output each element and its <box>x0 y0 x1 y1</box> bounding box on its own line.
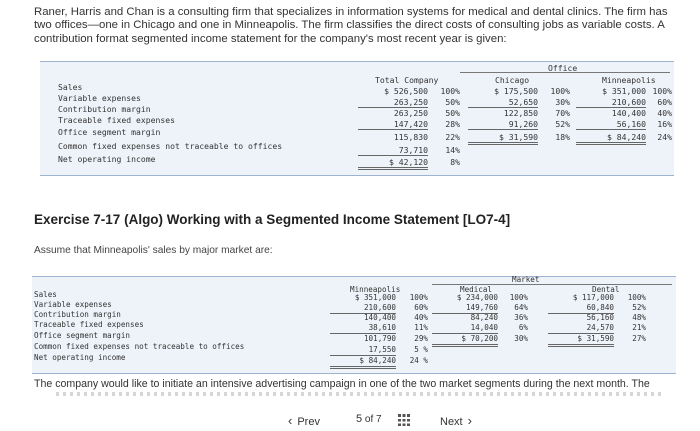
chevron-left-icon: ‹ <box>288 413 293 428</box>
t2-minneapolis-amount: 17,550 <box>330 345 396 356</box>
t2-dental-pct: 52% <box>632 303 646 312</box>
row-label-sales: Sales <box>34 290 57 299</box>
page-total: of 7 <box>364 414 382 425</box>
t1-chicago-pct: 70% <box>555 108 570 118</box>
t1-minneapolis-pct: 100% <box>652 86 672 96</box>
t2-dental-pct: 100% <box>627 293 646 302</box>
t2-minneapolis-amount: 140,400 <box>363 313 396 322</box>
row-label-contribution-margin: Contribution margin <box>34 310 121 319</box>
row-label-net-operating-income: Net operating income <box>58 154 156 164</box>
exercise-title: Exercise 7-17 (Algo) Working with a Segmented Income Statement [LO7-4] <box>34 212 511 227</box>
next-label: Next <box>440 416 463 428</box>
row-label-variable-expenses: Variable expenses <box>58 93 141 103</box>
t1-total-pct: 28% <box>445 119 460 129</box>
market-group-header: Market <box>512 275 540 284</box>
t1-chicago-amount: $ 31,590 <box>468 132 538 145</box>
t1-minneapolis-amount: 140,400 <box>611 108 646 118</box>
t1-total-amount: 263,250 <box>393 108 428 118</box>
t2-dental-pct: 21% <box>632 323 646 332</box>
t2-medical-amount: $ 234,000 <box>456 293 498 302</box>
t2-dental-pct: 27% <box>632 334 646 343</box>
t2-dental-amount: $ 117,000 <box>572 293 614 302</box>
t1-total-amount: $ 42,120 <box>358 157 428 170</box>
col-total-company: Total Company <box>375 75 439 85</box>
col-chicago: Chicago <box>495 75 530 85</box>
row-label-traceable-fixed: Traceable fixed expenses <box>58 115 175 125</box>
t1-minneapolis-amount: $ 351,000 <box>602 86 646 96</box>
row-label-contribution-margin: Contribution margin <box>58 104 151 114</box>
t1-chicago-pct: 52% <box>555 119 570 129</box>
row-label-sales: Sales <box>58 82 83 92</box>
col-dental: Dental <box>592 285 620 294</box>
row-label-common-fixed: Common fixed expenses not traceable to offices <box>58 141 283 151</box>
t2-medical-pct: 30% <box>514 334 528 343</box>
t2-medical-pct: 36% <box>514 313 528 322</box>
t1-total-pct: 100% <box>440 86 460 96</box>
t2-minneapolis-pct: 100% <box>409 293 428 302</box>
t2-medical-pct: 100% <box>509 293 528 302</box>
t1-chicago-pct: 18% <box>555 132 570 142</box>
col-medical: Medical <box>460 285 493 294</box>
prev-label: Prev <box>297 416 320 428</box>
row-label-traceable-fixed: Traceable fixed expenses <box>34 320 144 329</box>
page-indicator <box>356 413 382 425</box>
problem-intro: Raner, Harris and Chan is a consulting firm that specializes in information systems for medical and dental clinics. The firm has two offices—one in Chicago and one in Minneapolis. The firm classifies the direct costs of consulting jobs as variable costs. A contribution format segmented income statement for the company's most recent year is given: <box>34 6 668 45</box>
office-segmented-statement <box>40 61 674 176</box>
t1-total-pct: 50% <box>445 97 460 107</box>
row-label-office-segment-margin: Office segment margin <box>58 127 161 137</box>
next-button[interactable] <box>440 413 472 428</box>
t1-minneapolis-pct: 60% <box>657 97 672 107</box>
t2-minneapolis-pct: 11% <box>414 323 428 332</box>
t1-total-amount: 73,710 <box>358 145 428 156</box>
t1-total-pct: 50% <box>445 108 460 118</box>
t1-chicago-pct: 100% <box>550 86 570 96</box>
market-segmented-statement <box>32 276 676 374</box>
row-label-office-segment-margin: Office segment margin <box>34 331 131 340</box>
t1-minneapolis-pct: 24% <box>657 132 672 142</box>
t1-total-amount: $ 526,500 <box>384 86 428 96</box>
t2-dental-pct: 48% <box>632 313 646 322</box>
t2-minneapolis-pct: 29% <box>414 334 428 343</box>
office-group-header: Office <box>548 63 578 73</box>
col-minneapolis: Minneapolis <box>602 75 656 85</box>
t2-minneapolis-amount: $ 84,240 <box>330 356 396 369</box>
t2-medical-amount: 14,040 <box>432 323 498 334</box>
row-label-variable-expenses: Variable expenses <box>34 300 112 309</box>
t2-minneapolis-amount: 38,610 <box>330 323 396 334</box>
t2-dental-amount: $ 31,590 <box>548 334 614 347</box>
t1-minneapolis-amount: 210,600 <box>576 97 646 108</box>
t1-total-amount: 147,420 <box>358 119 428 130</box>
t1-total-amount: 115,830 <box>393 132 428 142</box>
t2-medical-pct: 6% <box>518 323 528 332</box>
t1-minneapolis-amount: $ 84,240 <box>576 132 646 145</box>
t1-total-pct: 8% <box>450 157 460 167</box>
col-minneapolis: Minneapolis <box>350 285 401 294</box>
t2-minneapolis-pct: 24 % <box>409 356 428 365</box>
row-label-net-operating-income: Net operating income <box>34 353 126 362</box>
t1-chicago-amount: 122,850 <box>503 108 538 118</box>
t1-minneapolis-pct: 40% <box>657 108 672 118</box>
chevron-right-icon: › <box>467 413 472 428</box>
t2-minneapolis-pct: 60% <box>414 303 428 312</box>
t2-dental-amount: 56,160 <box>586 313 614 322</box>
t1-chicago-amount: 91,260 <box>468 119 538 130</box>
t1-total-pct: 22% <box>445 132 460 142</box>
row-label-common-fixed: Common fixed expenses not traceable to offices <box>34 342 245 351</box>
t1-chicago-pct: 30% <box>555 97 570 107</box>
follow-up-text: The company would like to initiate an intensive advertising campaign in one of the two market segments during the next month. The <box>34 378 650 390</box>
t2-minneapolis-amount: $ 351,000 <box>354 293 396 302</box>
t2-medical-pct: 64% <box>514 303 528 312</box>
cut-off-text-line <box>56 392 664 396</box>
t2-minneapolis-amount: 101,790 <box>363 334 396 343</box>
t1-minneapolis-amount: 56,160 <box>576 119 646 130</box>
t2-medical-amount: $ 70,200 <box>432 334 498 347</box>
t1-total-pct: 14% <box>445 145 460 155</box>
grid-icon[interactable] <box>398 414 410 426</box>
t2-dental-amount: 24,570 <box>548 323 614 334</box>
t2-minneapolis-pct: 5 % <box>414 345 428 354</box>
t1-chicago-amount: 52,650 <box>468 97 538 108</box>
t2-minneapolis-amount: 210,600 <box>330 303 396 314</box>
prev-button[interactable] <box>288 413 320 428</box>
t2-medical-amount: 84,240 <box>470 313 498 322</box>
assume-text: Assume that Minneapolis' sales by major market are: <box>34 245 273 256</box>
t2-dental-amount: 60,840 <box>548 303 614 314</box>
t1-chicago-amount: $ 175,500 <box>494 86 538 96</box>
t2-minneapolis-pct: 40% <box>414 313 428 322</box>
t2-medical-amount: 149,760 <box>432 303 498 314</box>
t1-total-amount: 263,250 <box>358 97 428 108</box>
page-current: 5 <box>356 413 363 425</box>
t1-minneapolis-pct: 16% <box>657 119 672 129</box>
